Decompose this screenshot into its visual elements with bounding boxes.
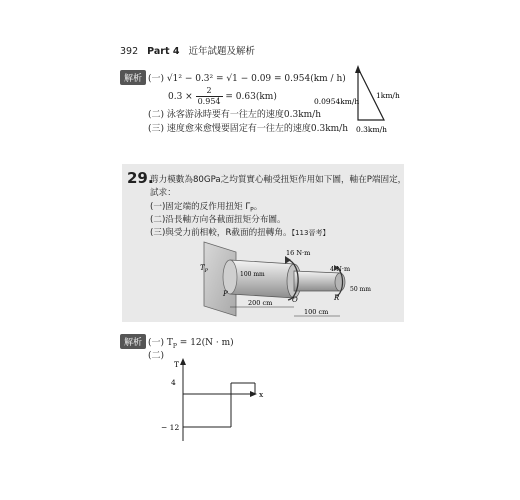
question-line2: 試求：	[150, 188, 176, 198]
triangle-right-label: 1km/h	[376, 91, 400, 100]
question-line3-text: (一)固定端的反作用扭矩 Γ	[150, 202, 251, 212]
shaft-figure	[190, 238, 390, 322]
dia-50-label: 50 mm	[350, 286, 371, 293]
triangle-bottom-label: 0.3km/h	[356, 125, 387, 134]
tick-neg-label: − 12	[161, 423, 180, 432]
y-axis-label: T	[174, 360, 180, 369]
answer1-fraction	[196, 86, 223, 107]
answer1-line2	[168, 86, 277, 107]
x-axis-label: x	[259, 390, 264, 399]
len-100-label: 100 cm	[304, 308, 329, 316]
fraction-numerator: 2	[196, 86, 223, 97]
torque2-label: 4 N·m	[330, 265, 351, 273]
len-200-label: 200 cm	[248, 299, 273, 307]
velocity-triangle	[310, 62, 410, 138]
torque-diagram	[160, 355, 270, 445]
answer2-line2: (二)	[148, 351, 165, 361]
question-line5-text: (三)與受力前相較，R截面的扭轉角。	[150, 228, 292, 238]
page-header	[120, 43, 255, 57]
tick-pos-label: 4	[171, 378, 176, 387]
shaft-large-section	[230, 260, 294, 298]
triangle-left-label: 0.0954km/h	[314, 97, 360, 106]
answer1-line1: (一) √1² − 0.3² = √1 − 0.09 = 0.954(km / h)	[148, 74, 346, 84]
chapter-title: 近年試題及解析	[188, 46, 255, 57]
part-label: Part 4	[147, 46, 180, 57]
answer1-line4: (三) 速度愈來愈慢要固定有一往左的速度0.3km/h	[148, 124, 349, 134]
o-label: O	[292, 296, 298, 304]
torque1-label: 16 N·m	[286, 249, 311, 257]
y-axis-arrowhead	[180, 358, 186, 365]
answer2-line1-suffix: = 12(N · m)	[176, 338, 234, 348]
question-line3-end: 。	[253, 202, 263, 212]
tp-label: $T_P$	[200, 264, 209, 274]
analysis-tag-2: 解析	[120, 334, 146, 349]
triangle-arrowhead	[355, 65, 361, 73]
question-number: 29.	[127, 169, 154, 187]
r-label: R	[334, 294, 340, 302]
question-line5	[150, 226, 329, 238]
shaft-free-end	[335, 273, 345, 291]
question-line3	[150, 200, 262, 214]
analysis-tag-1: 解析	[120, 70, 146, 85]
question-line1: 剪力模數為80GPa之均質實心軸受扭矩作用如下圖，軸在P端固定，	[150, 175, 407, 185]
answer2-line1-sub: P	[172, 342, 177, 350]
shaft-small-section	[294, 271, 340, 291]
fraction-denominator: 0.954	[197, 97, 221, 106]
question-line3-sub: P	[250, 206, 254, 214]
x-axis-arrowhead	[250, 391, 257, 397]
answer1-line2-prefix: 0.3 ×	[168, 92, 193, 102]
page-number: 392	[120, 46, 139, 57]
question-line4: (二)沿長軸方向各截面扭矩分布圖。	[150, 215, 286, 225]
torque-segments	[183, 383, 255, 427]
answer1-line2-suffix: = 0.63(km)	[225, 92, 277, 102]
torque-arrow-1-head	[285, 256, 291, 264]
question-line5-ref: 【113晉考】	[291, 229, 330, 237]
dia-100-label: 100 mm	[240, 271, 265, 278]
p-label: P	[223, 290, 228, 298]
answer2-line1-prefix: (一) T	[148, 338, 173, 348]
answer1-line3: (二) 泳客游泳時要有一往左的速度0.3km/h	[148, 110, 322, 120]
shaft-fixed-end	[223, 260, 237, 294]
